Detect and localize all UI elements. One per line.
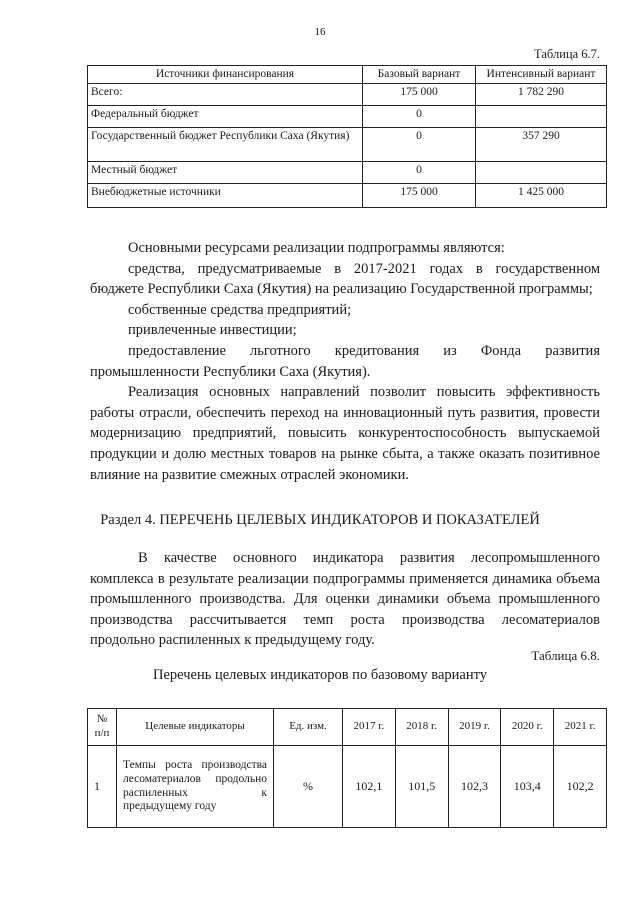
- header-number: № п/п: [88, 709, 117, 746]
- row-intensive-value: [476, 162, 607, 184]
- paragraph: предоставление льготного кредитования из Фонда развития промышленности Республики Саха (Якутия).: [90, 342, 600, 380]
- row-base-value: 0: [363, 128, 476, 162]
- header-unit: Ед. изм.: [274, 709, 343, 746]
- row-value-2017: 102,1: [343, 746, 396, 828]
- page-number: 16: [314, 26, 326, 38]
- paragraph: средства, предусматриваемые в 2017-2021 годах в государственном бюджете Республики Саха (Якутия) на реализацию Государственной программы;: [90, 260, 600, 298]
- row-label: Всего:: [88, 84, 363, 106]
- header-base-variant: Базовый вариант: [363, 66, 476, 84]
- row-intensive-value: 1 782 290: [476, 84, 607, 106]
- table-header-row: [88, 66, 607, 84]
- table-row: [88, 128, 607, 162]
- header-indicators: Целевые индикаторы: [117, 709, 274, 746]
- indicators-intro: [90, 548, 600, 651]
- table-6-7-caption: Таблица 6.7.: [534, 47, 600, 61]
- row-indicator: Темпы роста производства лесоматериалов продольно распиленных к предыдущему году: [117, 746, 274, 828]
- header-year: 2021 г.: [554, 709, 607, 746]
- header-intensive-variant: Интенсивный вариант: [476, 66, 607, 84]
- table-row: [88, 162, 607, 184]
- table-row: [88, 746, 607, 828]
- row-label: Федеральный бюджет: [88, 106, 363, 128]
- header-year: 2019 г.: [448, 709, 501, 746]
- table-row: [88, 184, 607, 208]
- target-indicators-table: [87, 708, 607, 828]
- row-value-2020: 103,4: [501, 746, 554, 828]
- table-6-8-caption: Таблица 6.8.: [531, 648, 600, 663]
- table-row: [88, 106, 607, 128]
- row-base-value: 175 000: [363, 84, 476, 106]
- row-value-2019: 102,3: [448, 746, 501, 828]
- row-label: Внебюджетные источники: [88, 184, 363, 208]
- section-heading: Раздел 4. ПЕРЕЧЕНЬ ЦЕЛЕВЫХ ИНДИКАТОРОВ И ПОКАЗАТЕЛЕЙ: [100, 512, 540, 528]
- row-base-value: 0: [363, 106, 476, 128]
- row-base-value: 175 000: [363, 184, 476, 208]
- header-year: 2018 г.: [395, 709, 448, 746]
- paragraph: собственные средства предприятий;: [128, 301, 352, 318]
- table-row: [88, 84, 607, 106]
- table-header-row: [88, 709, 607, 746]
- header-year: 2017 г.: [343, 709, 396, 746]
- paragraph: привлеченные инвестиции;: [128, 322, 297, 339]
- table-6-8-title: Перечень целевых индикаторов по базовому варианту: [152, 667, 487, 683]
- header-sources: Источники финансирования: [88, 66, 363, 84]
- row-label: Местный бюджет: [88, 162, 363, 184]
- row-number: 1: [88, 746, 117, 828]
- row-base-value: 0: [363, 162, 476, 184]
- row-intensive-value: 357 290: [476, 128, 607, 162]
- row-value-2021: 102,2: [554, 746, 607, 828]
- financing-sources-table: [87, 65, 607, 208]
- row-intensive-value: 1 425 000: [476, 184, 607, 208]
- row-unit: %: [274, 746, 343, 828]
- paragraph: Реализация основных направлений позволит повысить эффективность работы отрасли, обеспечить переход на инновационный путь развития, провести модернизацию предприятий, повысить конкурентоспособность выпускаемой продукции и долю местных товаров на рынке сбыта, а также оказать позитивное влияние на развитие смежных отраслей экономики.: [90, 384, 600, 483]
- paragraph: Основными ресурсами реализации подпрограммы являются:: [128, 240, 505, 256]
- header-year: 2020 г.: [501, 709, 554, 746]
- row-intensive-value: [476, 106, 607, 128]
- resources-section: [90, 238, 600, 485]
- paragraph: В качестве основного индикатора развития лесопромышленного комплекса в результате реализации подпрограммы применяется динамика объема промышленного производства. Для оценки динамики объема промышленного производства рассчитывается темп роста производства лесоматериалов продольно распиленных к предыдущему году.: [90, 550, 600, 649]
- row-label: Государственный бюджет Республики Саха (Якутия): [88, 128, 363, 162]
- row-value-2018: 101,5: [395, 746, 448, 828]
